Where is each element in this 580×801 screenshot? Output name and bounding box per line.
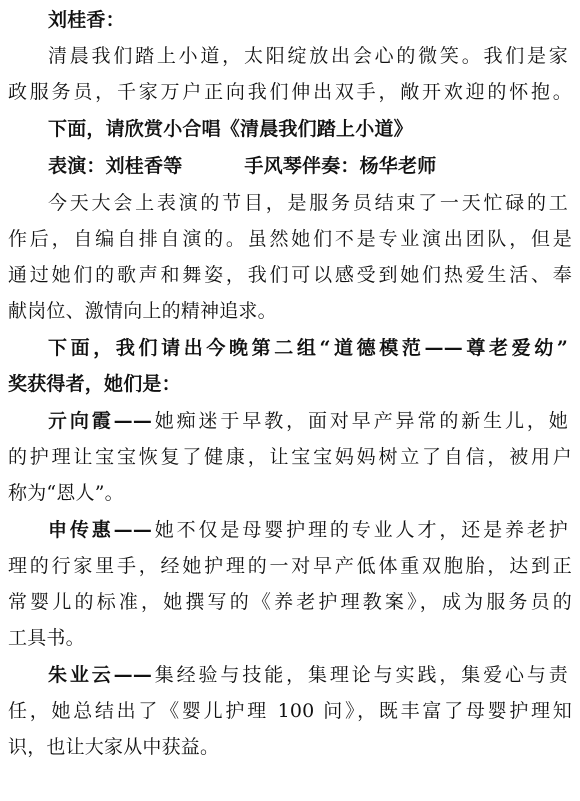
awardee-paragraph — [48, 409, 568, 433]
paragraph-line: 常婴儿的标准，她撰写的《养老护理教案》，成为服务员的 — [8, 591, 572, 613]
awardee-paragraph — [48, 663, 568, 687]
paragraph-line: 识，也让大家从中获益。 — [8, 736, 220, 758]
paragraph-line: 通过她们的歌声和舞姿，我们可以感受到她们热爱生活、奉 — [8, 264, 572, 286]
performers-label: 表演：刘桂香等 — [48, 155, 183, 177]
paragraph-line: 任，她总结出了《婴儿护理 100 问》，既丰富了母婴护理知 — [8, 700, 572, 722]
paragraph-line: 政服务员，千家万户正向我们伸出双手，敞开欢迎的怀抱。 — [8, 81, 572, 103]
awardee-desc: 集经验与技能，集理论与实践，集爱心与责 — [152, 664, 568, 686]
paragraph-line: 清晨我们踏上小道，太阳绽放出会心的微笑。我们是家 — [48, 45, 568, 67]
program-announcement: 下面，请欣赏小合唱《清晨我们踏上小道》 — [48, 118, 413, 140]
speaker-heading: 刘桂香： — [48, 9, 125, 31]
awardee-name: 朱业云—— — [48, 664, 153, 686]
paragraph-line: 作后，自编自排自演的。虽然她们不是专业演出团队，但是 — [8, 228, 572, 250]
awardee-name: 亓向霞—— — [48, 410, 153, 432]
paragraph-line: 称为“恩人”。 — [8, 482, 124, 504]
awardee-name: 申传惠—— — [48, 519, 153, 541]
awardee-paragraph — [48, 518, 568, 542]
awardee-desc: 她痴迷于早教，面对早产异常的新生儿，她 — [152, 410, 568, 432]
award-announcement: 下面，我们请出今晚第二组“道德模范——尊老爱幼” — [48, 337, 568, 359]
paragraph-line: 献岗位、激情向上的精神追求。 — [8, 300, 277, 322]
paragraph-line: 理的行家里手，经她护理的一对早产低体重双胞胎，达到正 — [8, 555, 572, 577]
awardee-desc: 她不仅是母婴护理的专业人才，还是养老护 — [152, 519, 568, 541]
performers-line — [48, 154, 568, 178]
accompaniment-label: 手风琴伴奏：杨华老师 — [244, 155, 437, 177]
paragraph-line: 的护理让宝宝恢复了健康，让宝宝妈妈树立了自信，被用户 — [8, 446, 572, 468]
paragraph-line: 今天大会上表演的节目，是服务员结束了一天忙碌的工 — [48, 192, 568, 214]
award-announcement: 奖获得者，她们是： — [8, 373, 181, 395]
paragraph-line: 工具书。 — [8, 627, 85, 649]
